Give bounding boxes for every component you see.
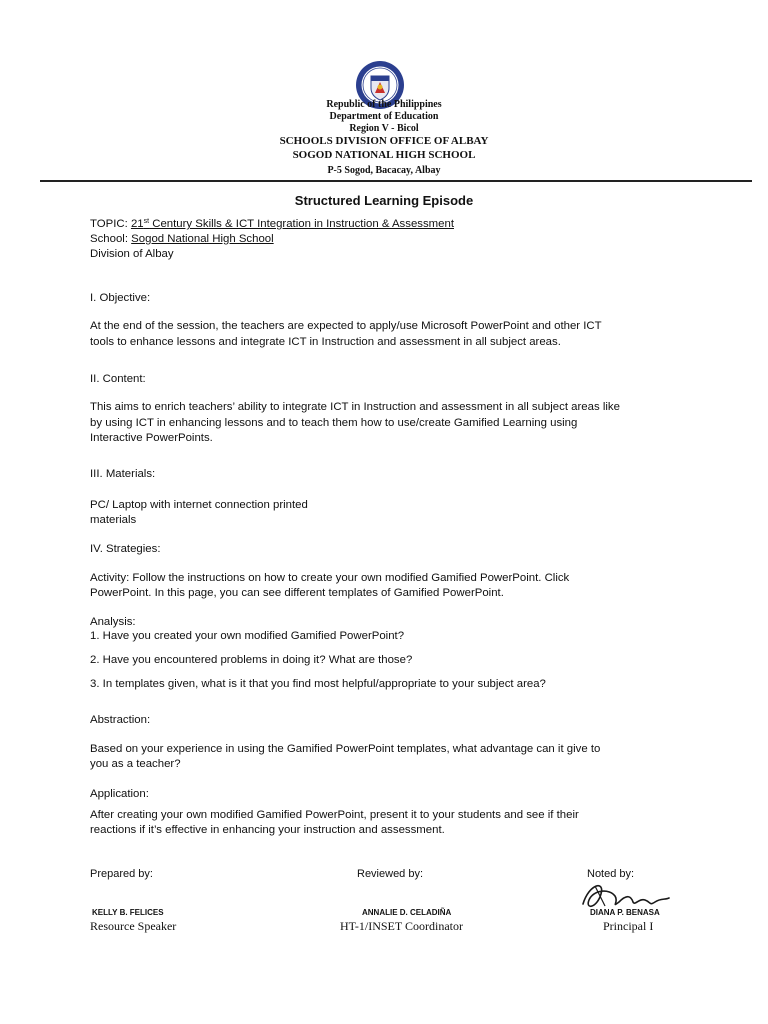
content-heading: II. Content: xyxy=(90,373,146,385)
reviewed-by-role: HT-1/INSET Coordinator xyxy=(340,919,463,933)
topic-line xyxy=(90,216,454,232)
header-school: SOGOD NATIONAL HIGH SCHOOL xyxy=(292,149,476,161)
reviewed-by-name: ANNALIE D. CELADIÑA xyxy=(362,908,452,917)
header-region: Region V - Bicol xyxy=(349,123,419,134)
activity-text-2: PowerPoint. In this page, you can see different templates of Gamified PowerPoint. xyxy=(90,587,504,599)
header-division-office: SCHOOLS DIVISION OFFICE OF ALBAY xyxy=(279,135,489,147)
document-title: Structured Learning Episode xyxy=(294,193,474,208)
materials-heading: III. Materials: xyxy=(90,468,156,480)
noted-by-role: Principal I xyxy=(603,919,654,933)
school-label: School: xyxy=(90,233,128,245)
reviewed-by-label: Reviewed by: xyxy=(357,868,424,880)
noted-by-label: Noted by: xyxy=(587,868,635,880)
content-text-3: Interactive PowerPoints. xyxy=(90,432,213,444)
prepared-by-name: KELLY B. FELICES xyxy=(92,908,164,917)
application-label: Application: xyxy=(90,788,149,800)
objective-text-1: At the end of the session, the teachers are expected to apply/use Microsoft PowerPoint and other ICT xyxy=(90,320,602,332)
header-divider xyxy=(40,180,752,182)
application-text-2: reactions if it’s effective in enhancing your instruction and assessment. xyxy=(90,824,445,836)
materials-text-2: materials xyxy=(90,514,137,526)
materials-text-1: PC/ Laptop with internet connection printed xyxy=(90,499,308,511)
abstraction-text-2: you as a teacher? xyxy=(90,758,181,770)
content-text-1: This aims to enrich teachers’ ability to integrate ICT in Instruction and assessment in all subject areas like xyxy=(90,401,620,413)
analysis-question-1: 1. Have you created your own modified Gamified PowerPoint? xyxy=(90,630,405,642)
analysis-question-2: 2. Have you encountered problems in doing it? What are those? xyxy=(90,654,413,666)
analysis-label: Analysis: xyxy=(90,616,136,628)
header-address: P-5 Sogod, Bacacay, Albay xyxy=(327,165,441,176)
abstraction-label: Abstraction: xyxy=(90,714,151,726)
noted-by-name: DIANA P. BENASA xyxy=(590,908,660,917)
objective-text-2: tools to enhance lessons and integrate ICT in Instruction and assessment in all subject areas. xyxy=(90,336,561,348)
strategies-heading: IV. Strategies: xyxy=(90,543,161,555)
analysis-question-3: 3. In templates given, what is it that you find most helpful/appropriate to your subject area? xyxy=(90,678,546,690)
application-text-1: After creating your own modified Gamified PowerPoint, present it to your students and see if their xyxy=(90,809,579,821)
topic-label: TOPIC: xyxy=(90,218,128,230)
division-line: Division of Albay xyxy=(90,248,174,260)
objective-heading: I. Objective: xyxy=(90,292,151,304)
topic-value: 21st Century Skills & ICT Integration in Instruction & Assessment xyxy=(130,218,454,230)
abstraction-text-1: Based on your experience in using the Gamified PowerPoint templates, what advantage can it give to xyxy=(90,743,601,755)
header-department: Department of Education xyxy=(329,111,439,122)
content-text-2: by using ICT in enhancing lessons and to teach them how to use/create Gamified Learning using xyxy=(90,417,578,429)
header-republic: Republic of the Philippines xyxy=(326,99,442,110)
school-line xyxy=(90,231,274,247)
prepared-by-label: Prepared by: xyxy=(90,868,153,880)
prepared-by-role: Resource Speaker xyxy=(90,919,177,933)
school-value: Sogod National High School xyxy=(131,233,274,245)
activity-text-1: Activity: Follow the instructions on how to create your own modified Gamified PowerPoint. Click xyxy=(90,572,570,584)
